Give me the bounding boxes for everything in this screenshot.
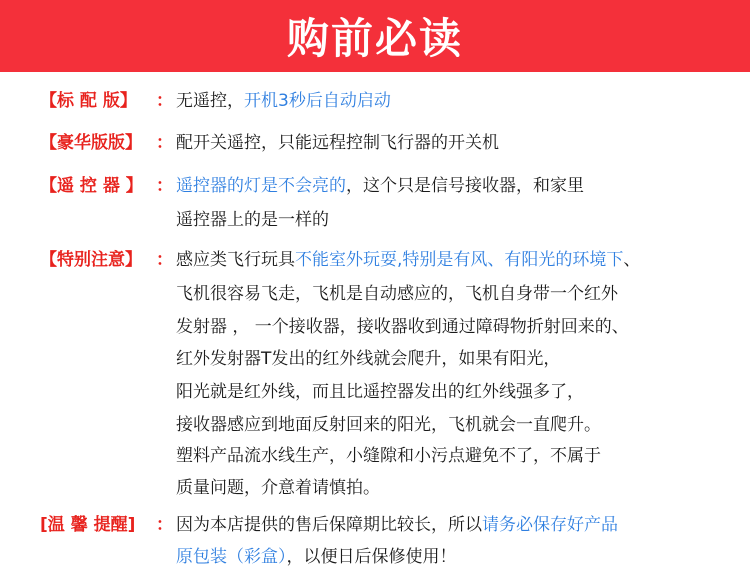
notice-line-text: 发射器 ， 一个接收器，接收器收到通过障碍物折射回来的、: [176, 317, 629, 337]
notice-line-text: 接收器感应到地面反射回来的阳光，飞机就会一直爬升。: [176, 415, 601, 435]
notice-line: [0, 473, 750, 503]
standard-text-plain: 无遥控，: [176, 91, 244, 111]
remote-text: [176, 171, 584, 201]
notice-label: 【特别注意】: [40, 250, 142, 270]
notice-row: [0, 245, 750, 275]
remote-row: [0, 171, 750, 201]
deluxe-text: 配开关遥控，只能远程控制飞行器的开关机: [176, 133, 499, 153]
notice-text-end: 、: [623, 250, 641, 270]
deluxe-colon: ：: [156, 133, 173, 153]
standard-label: 【标 配 版】: [40, 91, 137, 111]
remote-row-2: [0, 205, 750, 235]
remote-colon: ：: [156, 176, 173, 196]
reminder-text-blue: 请务必保存好产品: [482, 515, 618, 535]
reminder-line2-plain: ，以便日后保修使用！: [286, 547, 457, 567]
notice-line-text: 塑料产品流水线生产，小缝隙和小污点避免不了，不属于: [176, 446, 601, 466]
notice-line: [0, 312, 750, 342]
notice-line: [0, 441, 750, 471]
remote-text-blue: 遥控器的灯是不会亮的: [176, 176, 346, 196]
notice-line: [0, 344, 750, 374]
notice-text-plain: 感应类飞行玩具: [176, 250, 295, 270]
reminder-text: [176, 510, 618, 540]
notice-line-text: 阳光就是红外线，而且比遥控器发出的红外线强多了，: [176, 382, 584, 402]
remote-text-plain: ，这个只是信号接收器，和家里: [346, 176, 584, 196]
notice-line-text: 飞机很容易飞走，飞机是自动感应的，飞机自身带一个红外: [176, 284, 618, 304]
notice-line-text: 质量问题，介意着请慎拍。: [176, 478, 380, 498]
notice-line: [0, 377, 750, 407]
standard-text: [176, 86, 391, 116]
reminder-line2-blue: 原包装（彩盒）: [176, 547, 287, 567]
content: [0, 72, 750, 588]
page-title: 购前必读: [286, 14, 463, 63]
reminder-text-plain: 因为本店提供的售后保障期比较长，所以: [176, 515, 482, 535]
remote-label: 【遥 控 器 】: [40, 176, 143, 196]
reminder-line2: [176, 542, 457, 572]
notice-line: [0, 279, 750, 309]
notice-text: [176, 245, 640, 275]
notice-line: [0, 410, 750, 440]
standard-colon: ：: [156, 91, 173, 111]
standard-text-blue: 开机3秒后自动启动: [244, 91, 391, 111]
remote-line2: 遥控器上的是一样的: [176, 210, 329, 230]
notice-colon: ：: [156, 250, 173, 270]
reminder-row: [0, 510, 750, 540]
standard-row: [0, 86, 750, 116]
reminder-row-2: [0, 542, 750, 572]
notice-text-blue: 不能室外玩耍,特别是有风、有阳光的环境下: [295, 250, 624, 270]
notice-line-text: 红外发射器T发出的红外线就会爬升，如果有阳光，: [176, 349, 561, 369]
deluxe-label: 【豪华版版】: [40, 133, 142, 153]
header-banner: [0, 0, 750, 72]
reminder-label: [温 馨 提醒]: [40, 515, 136, 535]
deluxe-row: [0, 128, 750, 158]
reminder-colon: ：: [156, 515, 173, 535]
